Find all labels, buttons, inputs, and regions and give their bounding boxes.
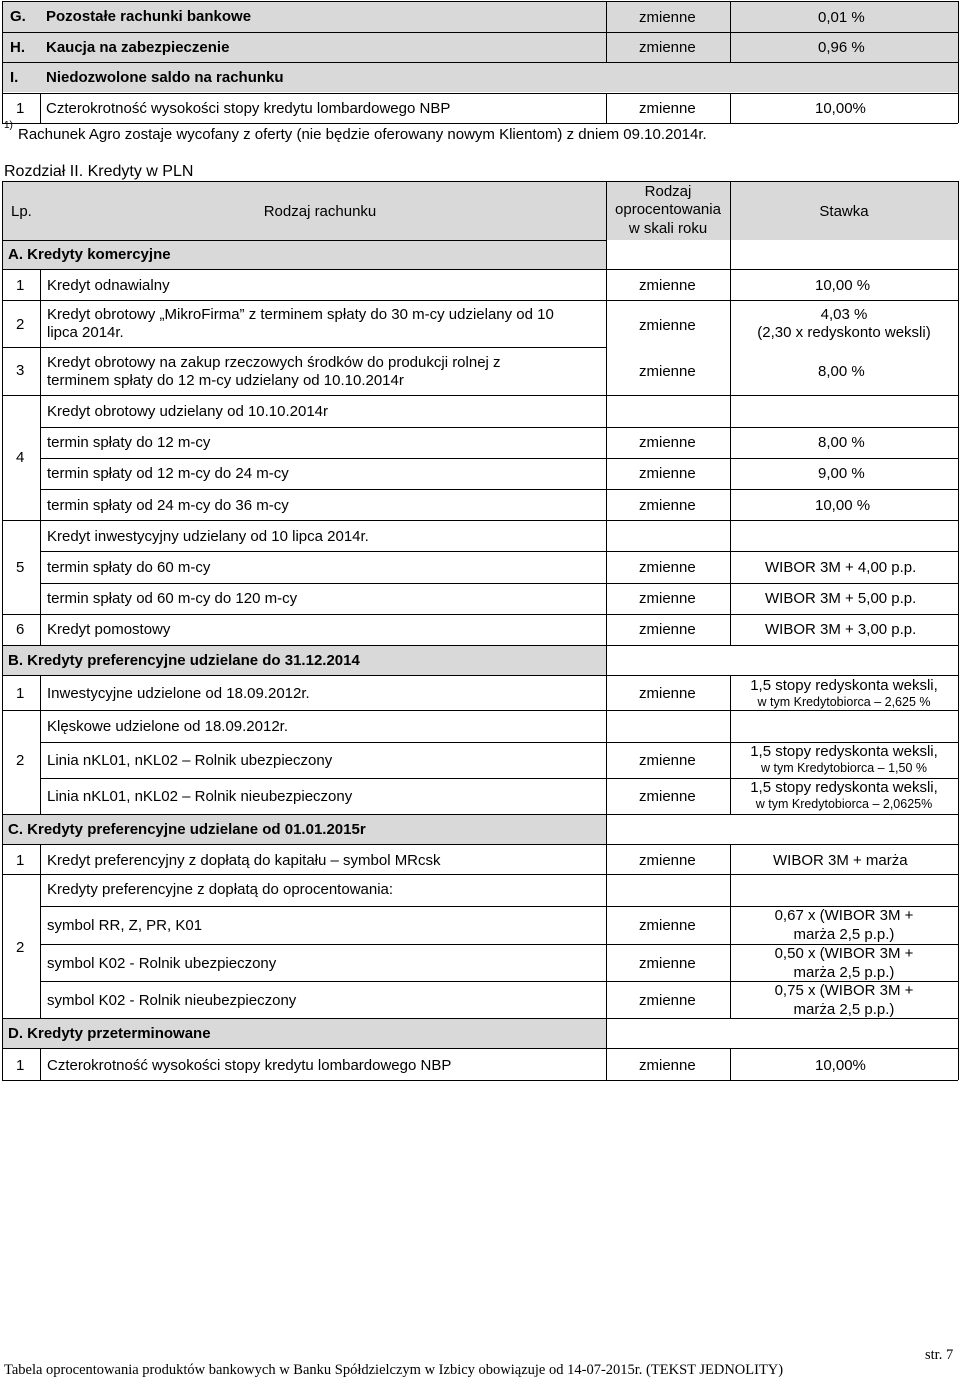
row-type: zmienne: [639, 434, 696, 451]
rule: [2, 814, 958, 815]
row-name: Pozostałe rachunki bankowe: [46, 8, 252, 25]
rule: [2, 1048, 958, 1049]
row-name: Kaucja na zabezpieczenie: [46, 39, 230, 56]
row-heading: Kredyty preferencyjne z dopłatą do oprocentowania:: [47, 881, 394, 898]
rule: [40, 427, 958, 428]
header-lp: Lp.: [11, 203, 32, 220]
row-name: Linia nKL01, nKL02 – Rolnik ubezpieczony: [47, 752, 333, 769]
header-interest-line3: w skali roku: [628, 220, 708, 237]
rule: [2, 32, 958, 33]
row-label: G.: [10, 8, 26, 25]
row-label: I.: [10, 69, 19, 86]
footer-text: Tabela oprocentowania produktów bankowych w Banku Spółdzielczym w Izbicy obowiązuje od 14-07-2015r. (TEKST JEDNOLITY): [4, 1362, 784, 1378]
row-name-line2: lipca 2014r.: [47, 324, 124, 341]
row-rate-line2: marża 2,5 p.p.): [793, 1001, 895, 1018]
row-name: termin spłaty do 12 m-cy: [47, 434, 211, 451]
row-type: zmienne: [639, 497, 696, 514]
rule: [2, 93, 958, 94]
row-rate: WIBOR 3M + marża: [773, 852, 908, 869]
row-type: zmienne: [639, 277, 696, 294]
row-lp: 3: [16, 362, 25, 379]
row-lp: 2: [16, 939, 25, 956]
footnote-mark: 1): [4, 120, 13, 131]
row-name: symbol K02 - Rolnik nieubezpieczony: [47, 992, 297, 1009]
row-type: zmienne: [639, 363, 696, 380]
section-b-title: B. Kredyty preferencyjne udzielane do 31.12.2014: [8, 652, 360, 669]
row-lp: 1: [16, 100, 25, 117]
rule: [40, 93, 41, 123]
row-name: Kredyt odnawialny: [47, 277, 170, 294]
row-rate: WIBOR 3M + 5,00 p.p.: [765, 590, 917, 607]
row-name: termin spłaty od 12 m-cy do 24 m-cy: [47, 465, 289, 482]
header-account: Rodzaj rachunku: [263, 203, 377, 220]
row-name: termin spłaty od 24 m-cy do 36 m-cy: [47, 497, 289, 514]
row-type: zmienne: [639, 788, 696, 805]
rule: [40, 458, 958, 459]
row-type: zmienne: [639, 559, 696, 576]
section-c-title: C. Kredyty preferencyjne udzielane od 01.01.2015r: [8, 821, 366, 838]
row-name: termin spłaty do 60 m-cy: [47, 559, 211, 576]
rule: [2, 123, 958, 124]
row-rate-line2: w tym Kredytobiorca – 2,0625%: [755, 797, 933, 811]
rule: [40, 583, 958, 584]
row-type: zmienne: [639, 590, 696, 607]
row-name: Linia nKL01, nKL02 – Rolnik nieubezpieczony: [47, 788, 353, 805]
row-rate-line2: (2,30 x redyskonto weksli): [757, 324, 931, 341]
rule: [606, 93, 607, 123]
row-name: Niedozwolone saldo na rachunku: [46, 69, 284, 86]
rule: [2, 181, 958, 182]
rule: [40, 269, 41, 646]
row-name-line1: Kredyt obrotowy „MikroFirma” z terminem spłaty do 30 m-cy udzielany od 10: [47, 306, 554, 323]
row-name: Inwestycyjne udzielone od 18.09.2012r.: [47, 685, 310, 702]
row-type: zmienne: [639, 955, 696, 972]
rule: [2, 1, 3, 123]
row-rate: 8,00 %: [818, 434, 865, 451]
row-rate: 0,96 %: [818, 39, 865, 56]
row-name-line2: terminem spłaty do 12 m-cy udzielany od 10.10.2014r: [47, 372, 404, 389]
rule: [2, 1080, 958, 1081]
footnote: Rachunek Agro zostaje wycofany z oferty (nie będzie oferowany nowym Klientom) z dniem 09.10.2014r.: [18, 126, 707, 143]
row-lp: 1: [16, 852, 25, 869]
row-type: zmienne: [639, 852, 696, 869]
section-a-title: A. Kredyty komercyjne: [8, 246, 171, 263]
row-name: Czterokrotność wysokości stopy kredytu lombardowego NBP: [46, 100, 451, 117]
rule: [606, 1, 607, 62]
row-name: Kredyt pomostowy: [47, 621, 171, 638]
row-rate: 10,00 %: [815, 277, 871, 294]
page-number: str. 7: [925, 1347, 954, 1363]
row-name: Czterokrotność wysokości stopy kredytu lombardowego NBP: [47, 1057, 452, 1074]
row-type: zmienne: [639, 465, 696, 482]
row-heading: Kredyt inwestycyjny udzielany od 10 lipca 2014r.: [47, 528, 369, 545]
rule: [40, 675, 41, 814]
row-lp: 5: [16, 559, 25, 576]
row-type: zmienne: [639, 9, 696, 26]
rule: [2, 710, 958, 711]
row-heading: Kredyt obrotowy udzielany od 10.10.2014r: [47, 403, 329, 420]
header-rate: Stawka: [819, 203, 869, 220]
row-type: zmienne: [639, 752, 696, 769]
row-name: termin spłaty od 60 m-cy do 120 m-cy: [47, 590, 298, 607]
rule: [2, 395, 958, 396]
row-type: zmienne: [639, 621, 696, 638]
rule: [606, 181, 607, 1080]
rule: [2, 645, 958, 646]
row-type: zmienne: [639, 992, 696, 1009]
row-label: H.: [10, 39, 25, 56]
row-rate-line1: 0,50 x (WIBOR 3M +: [774, 945, 914, 962]
row-rate-line2: marża 2,5 p.p.): [793, 926, 895, 943]
rule: [730, 1, 731, 62]
rule: [2, 181, 3, 1080]
row-type: zmienne: [639, 1057, 696, 1074]
row-rate: 10,00 %: [815, 497, 871, 514]
row-rate-line2: marża 2,5 p.p.): [793, 964, 895, 981]
row-lp: 1: [16, 277, 25, 294]
row-type: zmienne: [639, 917, 696, 934]
rule: [40, 844, 41, 1018]
row-rate: 8,00 %: [818, 363, 865, 380]
rule: [2, 844, 958, 845]
rule: [958, 1, 959, 123]
row-rate-line2: w tym Kredytobiorca – 2,625 %: [757, 695, 931, 709]
row-type: zmienne: [639, 39, 696, 56]
row-name: symbol RR, Z, PR, K01: [47, 917, 203, 934]
row-rate-line1: 4,03 %: [820, 306, 868, 323]
rule: [2, 1018, 958, 1019]
rule: [2, 62, 958, 63]
rule: [2, 675, 958, 676]
row-rate: 0,01 %: [818, 9, 865, 26]
row-type: zmienne: [639, 100, 696, 117]
row-rate-line1: 0,75 x (WIBOR 3M +: [774, 982, 914, 999]
rule: [40, 1048, 41, 1080]
row-lp: 2: [16, 752, 25, 769]
row-rate-line1: 1,5 stopy redyskonta weksli,: [750, 677, 938, 694]
rule: [2, 269, 958, 270]
row-lp: 4: [16, 449, 25, 466]
row-lp: 6: [16, 621, 25, 638]
rule: [40, 551, 958, 552]
rule: [730, 93, 731, 123]
row-type: zmienne: [639, 317, 696, 334]
row-rate: 9,00 %: [818, 465, 865, 482]
section-title: Rozdział II. Kredyty w PLN: [4, 163, 194, 180]
row-rate-line1: 0,67 x (WIBOR 3M +: [774, 907, 914, 924]
row-rate: 10,00%: [815, 100, 866, 117]
row-rate-line1: 1,5 stopy redyskonta weksli,: [750, 779, 938, 796]
row-heading: Klęskowe udzielone od 18.09.2012r.: [47, 718, 289, 735]
row-rate-line1: 1,5 stopy redyskonta weksli,: [750, 743, 938, 760]
rule: [730, 181, 731, 270]
row-name: Kredyt preferencyjny z dopłatą do kapitału – symbol MRcsk: [47, 852, 441, 869]
rule: [2, 1, 958, 2]
rule: [2, 240, 606, 241]
rule: [958, 181, 959, 1080]
rule: [40, 489, 958, 490]
header-interest-line1: Rodzaj: [644, 183, 692, 200]
section-d-title: D. Kredyty przeterminowane: [8, 1025, 211, 1042]
rule: [2, 300, 958, 301]
row-rate: WIBOR 3M + 3,00 p.p.: [765, 621, 917, 638]
row-lp: 1: [16, 685, 25, 702]
row-name: symbol K02 - Rolnik ubezpieczony: [47, 955, 277, 972]
row-name-line1: Kredyt obrotowy na zakup rzeczowych środków do produkcji rolnej z: [47, 354, 501, 371]
row-rate: WIBOR 3M + 4,00 p.p.: [765, 559, 917, 576]
row-type: zmienne: [639, 685, 696, 702]
header-interest-line2: oprocentowania: [615, 201, 721, 218]
row-rate-line2: w tym Kredytobiorca – 1,50 %: [760, 761, 928, 775]
row-lp: 1: [16, 1057, 25, 1074]
rule: [2, 520, 958, 521]
rule: [730, 1048, 731, 1080]
rule: [2, 874, 958, 875]
row-rate: 10,00%: [815, 1057, 866, 1074]
rule: [2, 347, 606, 348]
rule: [2, 614, 958, 615]
row-lp: 2: [16, 316, 25, 333]
